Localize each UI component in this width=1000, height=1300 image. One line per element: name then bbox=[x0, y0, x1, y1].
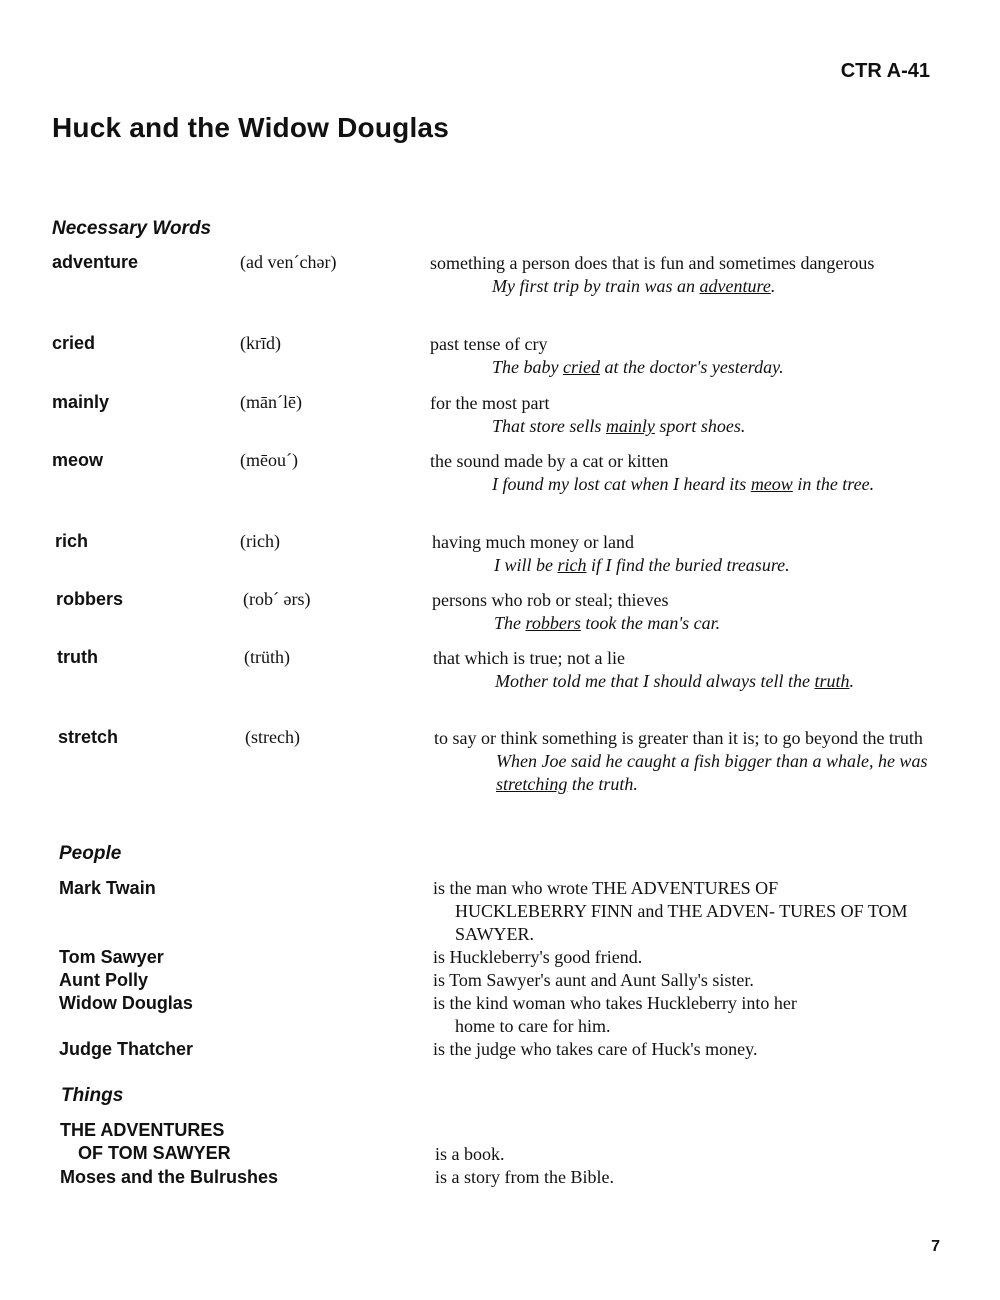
vocab-word: robbers bbox=[56, 589, 124, 609]
section-heading-people: People bbox=[59, 843, 122, 864]
vocab-pronunciation: (mēou´) bbox=[240, 450, 298, 470]
example-keyword: robbers bbox=[525, 613, 581, 633]
definition-text: the sound made by a cat or kitten bbox=[430, 451, 669, 471]
example-sentence: The robbers took the man's car. bbox=[494, 613, 721, 633]
example-keyword: stretching bbox=[496, 774, 568, 794]
example-sentence: The baby cried at the doctor's yesterday. bbox=[492, 357, 784, 377]
example-keyword: truth bbox=[814, 671, 850, 691]
person-name: Aunt Polly bbox=[59, 970, 148, 990]
example-sentence: I will be rich if I find the buried treasure. bbox=[494, 555, 790, 575]
vocab-definition bbox=[430, 450, 940, 496]
section-heading-things: Things bbox=[61, 1085, 124, 1106]
definition-text: that which is true; not a lie bbox=[433, 648, 625, 668]
vocab-definition bbox=[430, 252, 940, 298]
person-description: is the man who wrote THE ADVENTURES OF HUCKLEBERRY FINN and THE ADVEN- TURES OF TOM SAWYER. bbox=[433, 878, 908, 944]
vocab-definition bbox=[430, 392, 940, 438]
vocab-pronunciation: (krīd) bbox=[240, 333, 281, 353]
definition-text: having much money or land bbox=[432, 532, 634, 552]
example-sentence: My first trip by train was an adventure. bbox=[492, 276, 776, 296]
vocab-pronunciation: (rich) bbox=[240, 531, 280, 551]
vocab-definition bbox=[430, 333, 940, 379]
person-description: is Huckleberry's good friend. bbox=[433, 947, 643, 967]
vocab-definition bbox=[433, 647, 933, 693]
example-sentence: That store sells mainly sport shoes. bbox=[492, 416, 746, 436]
vocab-word: cried bbox=[52, 333, 96, 353]
vocab-definition bbox=[434, 727, 939, 796]
vocab-pronunciation: (mān´lē) bbox=[240, 392, 302, 412]
example-keyword: adventure bbox=[699, 276, 771, 296]
person-description: is the judge who takes care of Huck's money. bbox=[433, 1039, 758, 1059]
page-number: 7 bbox=[931, 1238, 940, 1255]
person-name: Widow Douglas bbox=[59, 993, 193, 1013]
vocab-word: adventure bbox=[52, 252, 139, 272]
vocab-definition bbox=[432, 531, 942, 577]
person-description: is the kind woman who takes Huckleberry into her home to care for him. bbox=[433, 993, 797, 1036]
example-keyword: cried bbox=[563, 357, 600, 377]
person-name: Tom Sawyer bbox=[59, 947, 164, 967]
vocab-word: rich bbox=[55, 531, 89, 551]
person-name: Judge Thatcher bbox=[59, 1039, 194, 1059]
thing-description: is a story from the Bible. bbox=[435, 1167, 614, 1187]
definition-text: past tense of cry bbox=[430, 334, 548, 354]
worksheet-code: CTR A-41 bbox=[840, 60, 930, 82]
definition-text: to say or think something is greater than it is; to go beyond the truth bbox=[434, 728, 923, 748]
definition-text: persons who rob or steal; thieves bbox=[432, 590, 669, 610]
example-sentence: I found my lost cat when I heard its meow in the tree. bbox=[492, 474, 875, 494]
thing-description: is a book. bbox=[435, 1144, 505, 1164]
example-sentence: When Joe said he caught a fish bigger than a whale, he was stretching the truth. bbox=[496, 751, 928, 794]
vocab-definition bbox=[432, 589, 942, 635]
vocab-word: meow bbox=[52, 450, 104, 470]
page-title: Huck and the Widow Douglas bbox=[52, 112, 449, 143]
thing-name: Moses and the Bulrushes bbox=[60, 1167, 279, 1187]
example-keyword: meow bbox=[750, 474, 793, 494]
vocab-pronunciation: (trüth) bbox=[244, 647, 290, 667]
thing-name: THE ADVENTURES OF TOM SAWYER bbox=[60, 1120, 231, 1163]
person-description: is Tom Sawyer's aunt and Aunt Sally's sister. bbox=[433, 970, 754, 990]
vocab-word: mainly bbox=[52, 392, 110, 412]
person-name: Mark Twain bbox=[59, 878, 156, 898]
vocab-pronunciation: (ad ven´chər) bbox=[240, 252, 337, 272]
definition-text: something a person does that is fun and sometimes dangerous bbox=[430, 253, 875, 273]
example-sentence: Mother told me that I should always tell the truth. bbox=[495, 671, 854, 691]
vocab-pronunciation: (rob´ ərs) bbox=[243, 589, 311, 609]
example-keyword: mainly bbox=[605, 416, 655, 436]
vocab-word: truth bbox=[57, 647, 98, 667]
vocab-pronunciation: (strech) bbox=[245, 727, 300, 747]
example-keyword: rich bbox=[557, 555, 587, 575]
vocab-word: stretch bbox=[58, 727, 119, 747]
section-heading-words: Necessary Words bbox=[52, 218, 212, 239]
definition-text: for the most part bbox=[430, 393, 550, 413]
